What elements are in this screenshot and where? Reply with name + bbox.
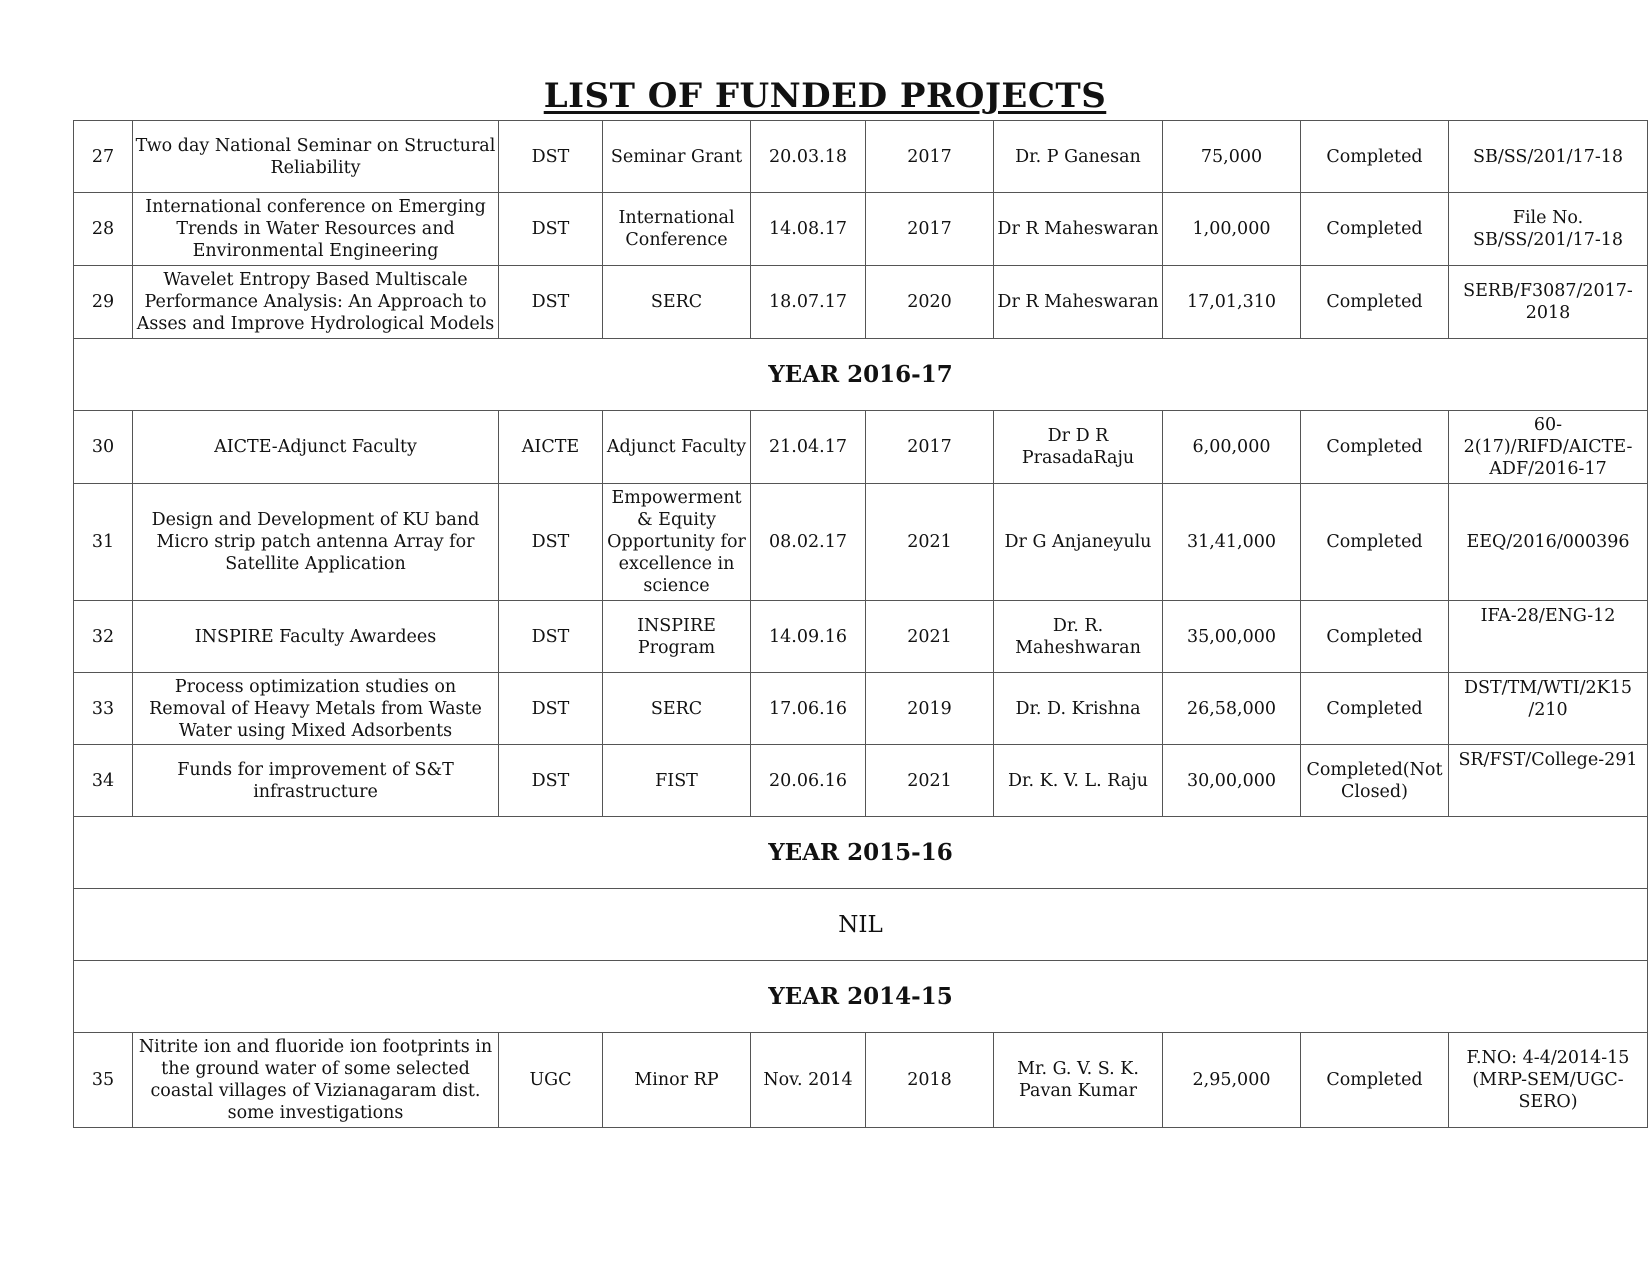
reference-number: F.NO: 4-4/2014-15 (MRP-SEM/UGC-SERO) <box>1449 1033 1648 1128</box>
scheme: SERC <box>603 266 751 339</box>
scheme: INSPIRE Program <box>603 601 751 673</box>
reference-number: File No. SB/SS/201/17-18 <box>1449 193 1648 266</box>
principal-investigator: Dr G Anjaneyulu <box>994 484 1163 601</box>
amount: 31,41,000 <box>1163 484 1301 601</box>
scheme: Adjunct Faculty <box>603 411 751 484</box>
reference-number: SERB/F3087/2017-2018 <box>1449 266 1648 339</box>
project-title: Funds for improvement of S&T infrastructure <box>133 745 499 817</box>
sanction-date: Nov. 2014 <box>751 1033 866 1128</box>
funding-agency: DST <box>499 484 603 601</box>
serial-number: 33 <box>74 673 133 745</box>
scheme: SERC <box>603 673 751 745</box>
year-heading-row <box>74 817 1648 889</box>
project-title: Nitrite ion and fluoride ion footprints in the ground water of some selected coastal villages of Vizianagaram dist. some investigations <box>133 1033 499 1128</box>
table-row <box>74 484 1648 601</box>
principal-investigator: Dr. P Ganesan <box>994 121 1163 193</box>
nil-row <box>74 889 1648 961</box>
amount: 35,00,000 <box>1163 601 1301 673</box>
funded-projects-table <box>73 120 1648 1128</box>
sanction-date: 17.06.16 <box>751 673 866 745</box>
completion-year: 2021 <box>866 601 994 673</box>
status: Completed <box>1301 121 1449 193</box>
nil-text: NIL <box>74 889 1648 961</box>
serial-number: 30 <box>74 411 133 484</box>
project-title: Process optimization studies on Removal of Heavy Metals from Waste Water using Mixed Adsorbents <box>133 673 499 745</box>
principal-investigator: Dr R Maheswaran <box>994 193 1163 266</box>
sanction-date: 18.07.17 <box>751 266 866 339</box>
funding-agency: AICTE <box>499 411 603 484</box>
table-row <box>74 266 1648 339</box>
completion-year: 2017 <box>866 121 994 193</box>
reference-number: SR/FST/College-291 <box>1449 745 1648 817</box>
year-heading: YEAR 2016-17 <box>74 339 1648 411</box>
status: Completed <box>1301 411 1449 484</box>
project-title: Design and Development of KU band Micro strip patch antenna Array for Satellite Application <box>133 484 499 601</box>
table-row <box>74 411 1648 484</box>
scheme: International Conference <box>603 193 751 266</box>
principal-investigator: Dr R Maheswaran <box>994 266 1163 339</box>
table-row <box>74 673 1648 745</box>
sanction-date: 21.04.17 <box>751 411 866 484</box>
table-row <box>74 193 1648 266</box>
year-heading-row <box>74 961 1648 1033</box>
funding-agency: DST <box>499 673 603 745</box>
principal-investigator: Dr. D. Krishna <box>994 673 1163 745</box>
completion-year: 2019 <box>866 673 994 745</box>
reference-number: SB/SS/201/17-18 <box>1449 121 1648 193</box>
principal-investigator: Dr. K. V. L. Raju <box>994 745 1163 817</box>
page-title: LIST OF FUNDED PROJECTS <box>543 76 1107 116</box>
amount: 6,00,000 <box>1163 411 1301 484</box>
reference-number: EEQ/2016/000396 <box>1449 484 1648 601</box>
sanction-date: 14.09.16 <box>751 601 866 673</box>
completion-year: 2021 <box>866 745 994 817</box>
principal-investigator: Mr. G. V. S. K. Pavan Kumar <box>994 1033 1163 1128</box>
year-heading-row <box>74 339 1648 411</box>
sanction-date: 20.03.18 <box>751 121 866 193</box>
status: Completed <box>1301 601 1449 673</box>
project-title: AICTE-Adjunct Faculty <box>133 411 499 484</box>
status: Completed <box>1301 673 1449 745</box>
amount: 30,00,000 <box>1163 745 1301 817</box>
funding-agency: UGC <box>499 1033 603 1128</box>
serial-number: 35 <box>74 1033 133 1128</box>
status: Completed <box>1301 484 1449 601</box>
project-title: Wavelet Entropy Based Multiscale Performance Analysis: An Approach to Asses and Improve Hydrological Models <box>133 266 499 339</box>
amount: 2,95,000 <box>1163 1033 1301 1128</box>
reference-number: 60-2(17)/RIFD/AICTE-ADF/2016-17 <box>1449 411 1648 484</box>
funding-agency: DST <box>499 745 603 817</box>
sanction-date: 20.06.16 <box>751 745 866 817</box>
status: Completed(Not Closed) <box>1301 745 1449 817</box>
scheme: Empowerment & Equity Opportunity for excellence in science <box>603 484 751 601</box>
status: Completed <box>1301 193 1449 266</box>
serial-number: 31 <box>74 484 133 601</box>
completion-year: 2017 <box>866 411 994 484</box>
completion-year: 2018 <box>866 1033 994 1128</box>
reference-number: IFA-28/ENG-12 <box>1449 601 1648 673</box>
scheme: Minor RP <box>603 1033 751 1128</box>
status: Completed <box>1301 266 1449 339</box>
project-title: INSPIRE Faculty Awardees <box>133 601 499 673</box>
sanction-date: 08.02.17 <box>751 484 866 601</box>
funding-agency: DST <box>499 121 603 193</box>
serial-number: 28 <box>74 193 133 266</box>
status: Completed <box>1301 1033 1449 1128</box>
table-row <box>74 601 1648 673</box>
serial-number: 27 <box>74 121 133 193</box>
completion-year: 2021 <box>866 484 994 601</box>
serial-number: 32 <box>74 601 133 673</box>
principal-investigator: Dr D R PrasadaRaju <box>994 411 1163 484</box>
sanction-date: 14.08.17 <box>751 193 866 266</box>
reference-number: DST/TM/WTI/2K15 /210 <box>1449 673 1648 745</box>
project-title: Two day National Seminar on Structural Reliability <box>133 121 499 193</box>
funding-agency: DST <box>499 601 603 673</box>
funding-agency: DST <box>499 193 603 266</box>
amount: 75,000 <box>1163 121 1301 193</box>
funding-agency: DST <box>499 266 603 339</box>
principal-investigator: Dr. R. Maheshwaran <box>994 601 1163 673</box>
completion-year: 2017 <box>866 193 994 266</box>
project-title: International conference on Emerging Trends in Water Resources and Environmental Engineering <box>133 193 499 266</box>
table-row <box>74 1033 1648 1128</box>
table-row <box>74 121 1648 193</box>
completion-year: 2020 <box>866 266 994 339</box>
amount: 17,01,310 <box>1163 266 1301 339</box>
scheme: FIST <box>603 745 751 817</box>
serial-number: 29 <box>74 266 133 339</box>
scheme: Seminar Grant <box>603 121 751 193</box>
year-heading: YEAR 2014-15 <box>74 961 1648 1033</box>
amount: 1,00,000 <box>1163 193 1301 266</box>
year-heading: YEAR 2015-16 <box>74 817 1648 889</box>
serial-number: 34 <box>74 745 133 817</box>
table-row <box>74 745 1648 817</box>
amount: 26,58,000 <box>1163 673 1301 745</box>
